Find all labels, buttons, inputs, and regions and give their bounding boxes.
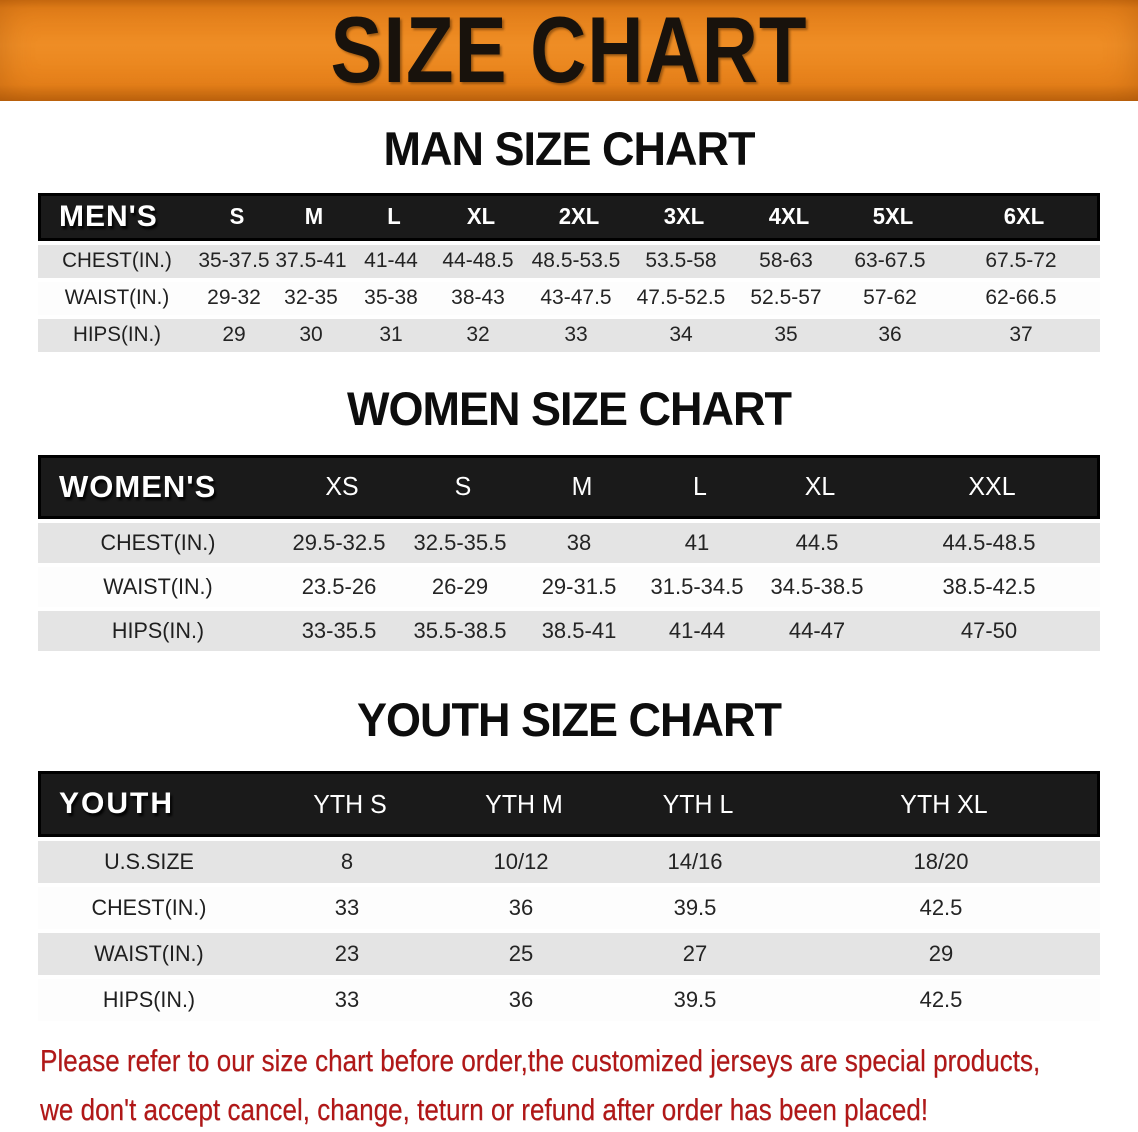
cell: 38.5-41 [541, 617, 617, 643]
men-header-label: MEN'S [59, 199, 158, 233]
footer-line-2: we don't accept cancel, change, teturn or refund after order has been placed! [40, 1092, 929, 1128]
cell: 41 [684, 529, 710, 555]
footer-note [40, 1043, 1138, 1127]
cell: 33-35.5 [301, 617, 377, 643]
cell: 63-67.5 [854, 249, 926, 273]
cell: 30 [299, 323, 323, 347]
cell: 48.5-53.5 [531, 249, 621, 273]
cell: 39.5 [673, 895, 717, 921]
row-label: CHEST(IN.) [62, 249, 172, 273]
cell: 52.5-57 [750, 286, 822, 310]
row-label: U.S.SIZE [104, 849, 194, 875]
banner-title: SIZE CHART [330, 0, 808, 102]
cell: 35 [774, 323, 798, 347]
row-label: WAIST(IN.) [103, 573, 213, 599]
cell: 18/20 [913, 849, 969, 875]
cell: 33 [334, 895, 360, 921]
cell: 32-35 [284, 286, 338, 310]
row-label: HIPS(IN.) [72, 323, 162, 347]
cell: 14/16 [667, 849, 723, 875]
cell: 23.5-26 [301, 573, 377, 599]
women-col-header-xl: XL [804, 471, 836, 502]
banner [0, 0, 1138, 101]
cell: 57-62 [863, 286, 917, 310]
women-hips-row [38, 611, 1100, 651]
cell: 31.5-34.5 [650, 573, 744, 599]
cell: 47.5-52.5 [636, 286, 726, 310]
cell: 32.5-35.5 [413, 529, 507, 555]
men-hips-row [38, 319, 1100, 352]
youth-waist-row [38, 933, 1100, 975]
cell: 44-48.5 [442, 249, 514, 273]
cell: 41-44 [668, 617, 726, 643]
cell: 44-47 [788, 617, 846, 643]
youth-size-table [38, 771, 1100, 1021]
cell: 38-43 [451, 286, 505, 310]
cell: 29-32 [207, 286, 261, 310]
men-col-header-3xl: 3XL [663, 203, 705, 230]
cell: 27 [682, 941, 708, 967]
youth-table-header-row [38, 771, 1100, 837]
men-col-header-6xl: 6XL [1003, 203, 1045, 230]
cell: 23 [334, 941, 360, 967]
cell: 29 [928, 941, 954, 967]
cell: 42.5 [919, 895, 963, 921]
youth-ussize-row [38, 841, 1100, 883]
women-col-header-s: S [454, 471, 472, 502]
cell: 38 [566, 529, 592, 555]
cell: 8 [340, 849, 354, 875]
cell: 29-31.5 [541, 573, 617, 599]
row-label: CHEST(IN.) [91, 895, 207, 921]
women-col-header-m: M [571, 471, 593, 502]
cell: 44.5-48.5 [942, 529, 1036, 555]
men-col-header-m: M [304, 203, 324, 230]
cell: 47-50 [960, 617, 1018, 643]
cell: 33 [564, 323, 588, 347]
cell: 32 [466, 323, 490, 347]
cell: 26-29 [431, 573, 489, 599]
cell: 39.5 [673, 987, 717, 1013]
cell: 25 [508, 941, 534, 967]
cell: 31 [379, 323, 403, 347]
women-waist-row [38, 567, 1100, 607]
man-section-title: MAN SIZE CHART [383, 121, 755, 176]
cell: 35.5-38.5 [413, 617, 507, 643]
youth-hips-row [38, 979, 1100, 1021]
cell: 34.5-38.5 [770, 573, 864, 599]
footer-line-1: Please refer to our size chart before order,the customized jerseys are special products, [40, 1043, 1041, 1079]
youth-section-title: YOUTH SIZE CHART [356, 692, 781, 747]
row-label: WAIST(IN.) [64, 286, 170, 310]
cell: 35-37.5 [198, 249, 270, 273]
cell: 53.5-58 [645, 249, 717, 273]
cell: 41-44 [364, 249, 418, 273]
men-col-header-4xl: 4XL [768, 203, 810, 230]
cell: 34 [669, 323, 693, 347]
men-size-table [38, 193, 1100, 352]
cell: 35-38 [364, 286, 418, 310]
youth-col-header-s: YTH S [313, 788, 387, 819]
cell: 36 [878, 323, 902, 347]
men-col-header-2xl: 2XL [558, 203, 600, 230]
women-section-title: WOMEN SIZE CHART [347, 381, 791, 436]
row-label: HIPS(IN.) [102, 987, 196, 1013]
cell: 44.5 [795, 529, 839, 555]
women-size-table [38, 455, 1100, 651]
cell: 67.5-72 [985, 249, 1057, 273]
men-table-header-row [38, 193, 1100, 241]
cell: 36 [508, 895, 534, 921]
women-col-header-xxl: XXL [968, 471, 1016, 502]
men-col-header-l: L [387, 203, 401, 230]
men-waist-row [38, 282, 1100, 315]
cell: 36 [508, 987, 534, 1013]
cell: 58-63 [759, 249, 813, 273]
cell: 43-47.5 [540, 286, 612, 310]
men-col-header-xl: XL [466, 203, 496, 230]
cell: 29.5-32.5 [292, 529, 386, 555]
women-col-header-xs: XS [325, 471, 359, 502]
cell: 62-66.5 [985, 286, 1057, 310]
men-col-header-5xl: 5XL [872, 203, 914, 230]
cell: 37 [1009, 323, 1033, 347]
cell: 10/12 [493, 849, 549, 875]
men-chest-row [38, 245, 1100, 278]
row-label: HIPS(IN.) [111, 617, 205, 643]
cell: 37.5-41 [275, 249, 347, 273]
cell: 38.5-42.5 [942, 573, 1036, 599]
youth-header-label: YOUTH [59, 787, 174, 821]
youth-col-header-l: YTH L [662, 788, 734, 819]
women-col-header-l: L [693, 471, 707, 502]
cell: 29 [222, 323, 246, 347]
women-table-header-row [38, 455, 1100, 519]
youth-col-header-xl: YTH XL [900, 788, 988, 819]
women-header-label: WOMEN'S [59, 468, 217, 504]
row-label: WAIST(IN.) [94, 941, 204, 967]
youth-col-header-m: YTH M [485, 788, 563, 819]
cell: 42.5 [919, 987, 963, 1013]
women-chest-row [38, 523, 1100, 563]
youth-chest-row [38, 887, 1100, 929]
row-label: CHEST(IN.) [100, 529, 216, 555]
cell: 33 [334, 987, 360, 1013]
men-col-header-s: S [229, 203, 245, 230]
